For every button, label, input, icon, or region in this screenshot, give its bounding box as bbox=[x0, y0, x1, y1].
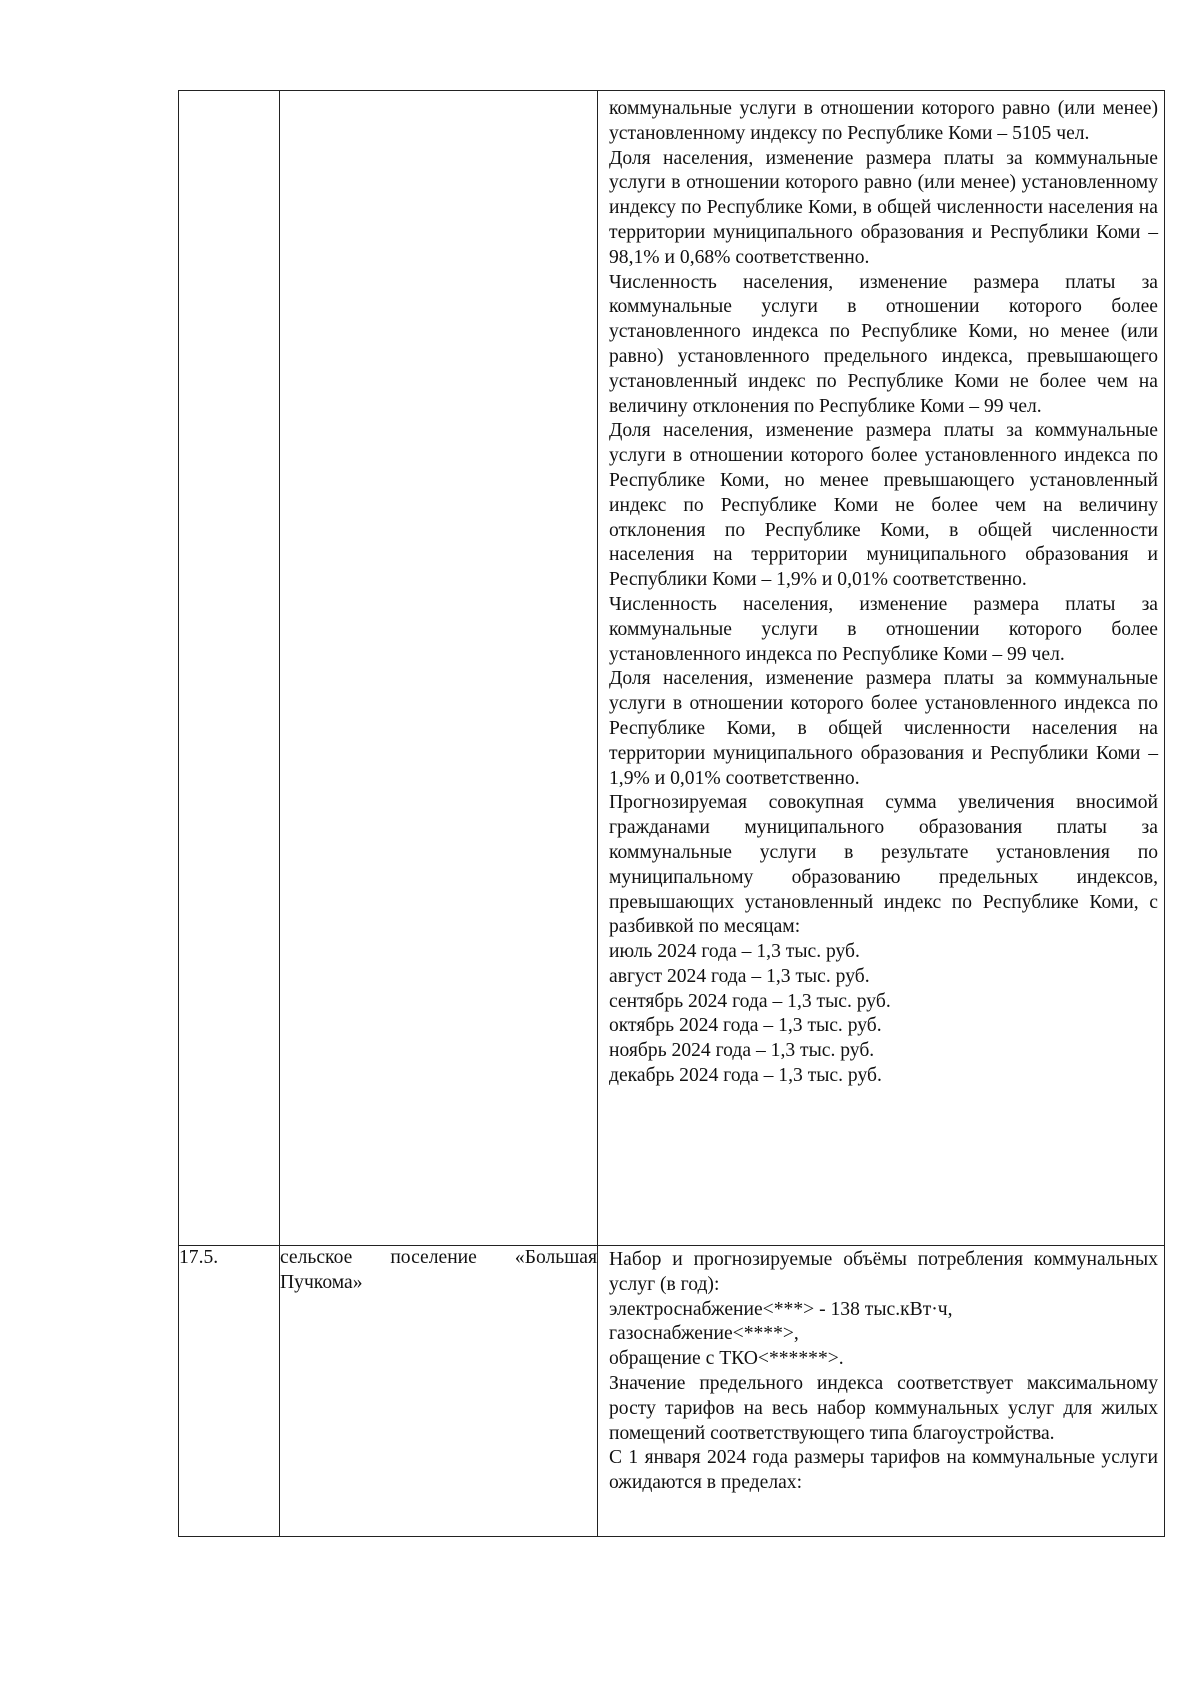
municipality-name-cell bbox=[280, 91, 598, 1246]
month-amount-line: сентябрь 2024 года – 1,3 тыс. руб. bbox=[609, 990, 891, 1012]
paragraph: Набор и прогнозируемые объёмы потребления коммунальных услуг (в год): bbox=[609, 1249, 1158, 1295]
paragraph: Доля населения, изменение размера платы за коммунальные услуги в отношении которого более установленного индекса по Республике Коми, в общей численности населения на территории муниципального образования и Республики Коми – 1,9% и 0,01% соответственно. bbox=[609, 668, 1158, 789]
description-cell bbox=[598, 1246, 1165, 1537]
row-number-cell: 17.5. bbox=[179, 1246, 280, 1537]
description-text bbox=[598, 1246, 1164, 1496]
paragraph: С 1 января 2024 года размеры тарифов на коммунальные услуги ожидаются в пределах: bbox=[609, 1447, 1158, 1494]
indices-table bbox=[178, 90, 1165, 1537]
service-line: газоснабжение<****>, bbox=[609, 1323, 799, 1345]
month-amount-line: август 2024 года – 1,3 тыс. руб. bbox=[609, 965, 870, 987]
month-amount-line: декабрь 2024 года – 1,3 тыс. руб. bbox=[609, 1065, 882, 1087]
paragraph: Значение предельного индекса соответствует максимальному росту тарифов на весь набор коммунальных услуг для жилых помещений соответствующего типа благоустройства. bbox=[609, 1372, 1158, 1444]
description-cell bbox=[598, 91, 1165, 1246]
municipality-name-cell: сельское поселение «Большая Пучкома» bbox=[280, 1246, 598, 1537]
service-line: электроснабжение<***> - 138 тыс.кВт·ч, bbox=[609, 1298, 953, 1320]
paragraph: Доля населения, изменение размера платы за коммунальные услуги в отношении которого равно (или менее) установленному индексу по Республике Коми, в общей численности населения на территории муниципального образования и Республики Коми – 98,1% и 0,68% соответственно. bbox=[609, 147, 1158, 268]
paragraph: коммунальные услуги в отношении которого равно (или менее) установленному индексу по Республике Коми – 5105 чел. bbox=[609, 98, 1158, 144]
table-row-continued bbox=[179, 91, 1165, 1246]
paragraph: Численность населения, изменение размера платы за коммунальные услуги в отношении которого более установленного индекса по Республике Коми, но менее (или равно) установленного предельного индекса, превышающего установленный индекс по Республике Коми не более чем на величину отклонения по Республике Коми – 99 чел. bbox=[609, 271, 1158, 417]
paragraph: Численность населения, изменение размера платы за коммунальные услуги в отношении которого более установленного индекса по Республике Коми – 99 чел. bbox=[609, 593, 1158, 665]
row-number-cell bbox=[179, 91, 280, 1246]
month-amount-line: ноябрь 2024 года – 1,3 тыс. руб. bbox=[609, 1040, 875, 1062]
month-amount-line: июль 2024 года – 1,3 тыс. руб. bbox=[609, 941, 860, 963]
service-line: обращение с ТКО<******>. bbox=[609, 1348, 844, 1370]
paragraph: Прогнозируемая совокупная сумма увеличения вносимой гражданами муниципального образования платы за коммунальные услуги в результате установления по муниципальному образованию предельных индексов, превышающих установленный индекс по Республике Коми, с разбивкой по месяцам: bbox=[609, 792, 1158, 938]
month-amount-line: октябрь 2024 года – 1,3 тыс. руб. bbox=[609, 1015, 882, 1037]
description-text bbox=[598, 91, 1164, 1089]
table-row-17-5 bbox=[179, 1246, 1165, 1537]
paragraph: Доля населения, изменение размера платы за коммунальные услуги в отношении которого более установленного индекса по Республике Коми, но менее превышающего установленный индекс по Республике Коми не более чем на величину отклонения по Республике Коми, в общей численности населения на территории муниципального образования и Республики Коми – 1,9% и 0,01% соответственно. bbox=[609, 420, 1158, 591]
